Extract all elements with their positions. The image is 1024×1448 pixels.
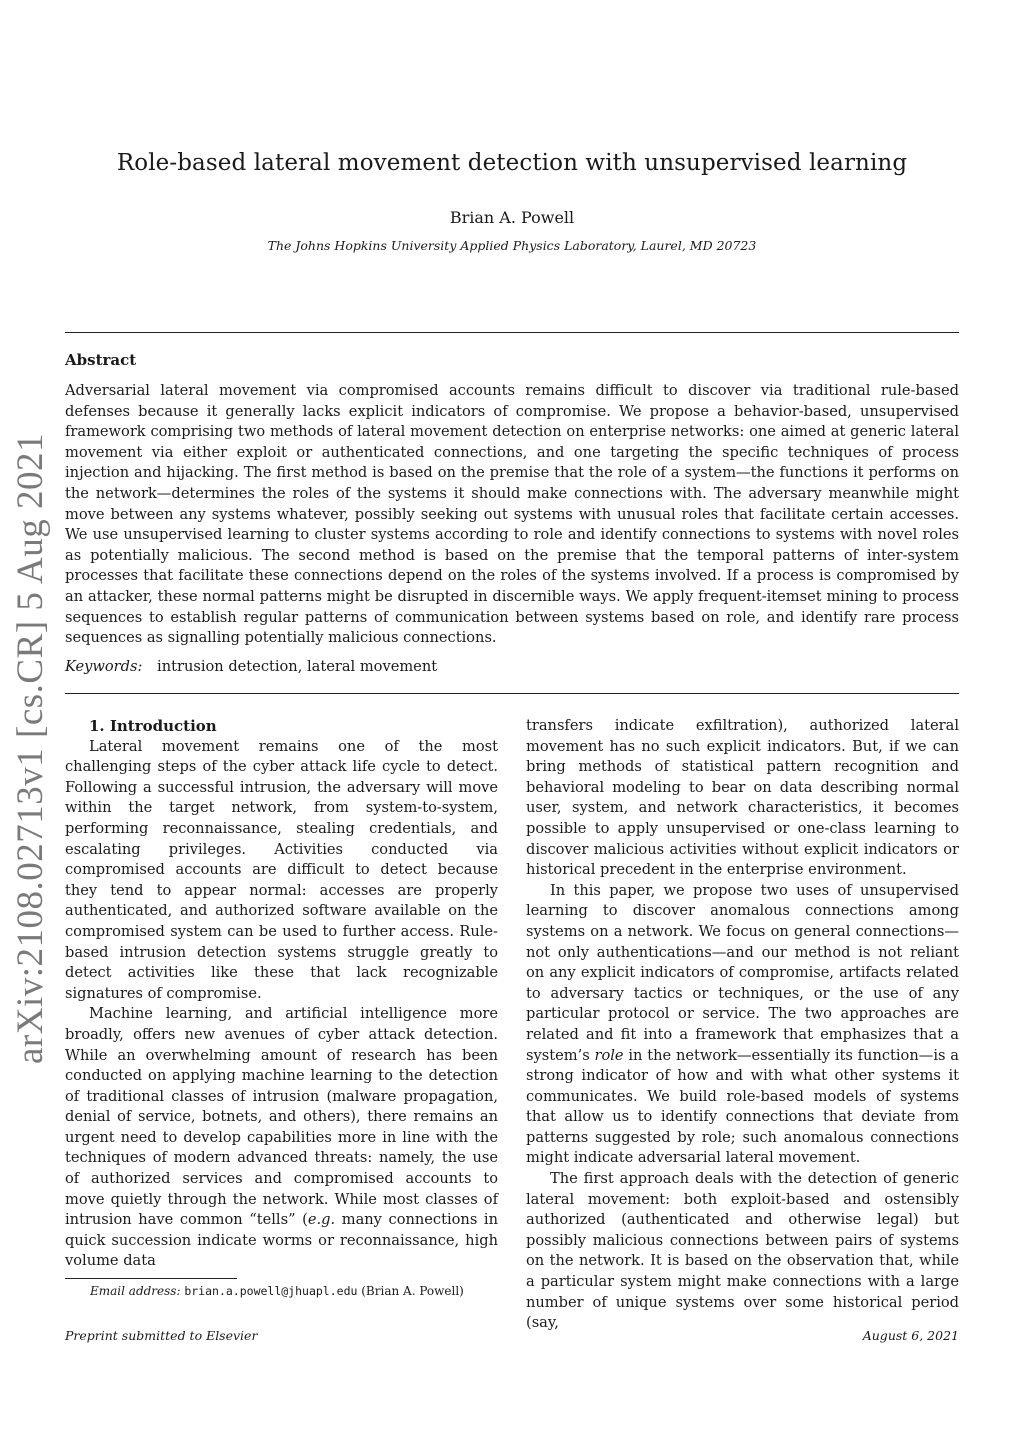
intro-paragraph-1: Lateral movement remains one of the most challenging steps of the cyber attack life cycle to detect. Following a successful intrusion, the adversary will move within the target network, from system-to-system, performing reconnaissance, stealing credentials, and escalating privileges. Activities conducted via compromised accounts are difficult to detect because they tend to appear normal: accesses are properly authenticated, and authorized software available on the compromised system can be used to further access. Rule-based intrusion detection systems struggle greatly to detect activities like these that lack recognizable signatures of compromise. xyxy=(65,737,498,1002)
author-affiliation: The Johns Hopkins University Applied Physics Laboratory, Laurel, MD 20723 xyxy=(267,238,757,253)
intro-paragraph-4: The first approach deals with the detection of generic lateral movement: both exploit-based and ostensibly authorized (authenticated and otherwise legal) but possibly malicious connections between pairs of systems on the network. It is based on the observation that, while a particular system might make connections with a large number of unique systems over some historical period (say, xyxy=(526,1170,959,1332)
intro-paragraph-3-part-b: in the network—essentially its function—is a strong indicator of how and with what other systems it communicates. We build role-based models of systems that allow us to identify connections that deviate from patterns suggested by role; such anomalous connections might indicate adversarial lateral movement. xyxy=(526,1046,959,1167)
author-email: brian.a.powell@jhuapl.edu xyxy=(184,1284,358,1298)
intro-paragraph-3-part-a: In this paper, we propose two uses of unsupervised learning to discover anomalous connections among systems on a network. We focus on general connections—not only authentications—and our method is not reliant on any explicit indicators of compromise, artifacts related to adversary tactics or techniques, or the use of any particular protocol or service. The two approaches are related and fit into a framework that emphasizes that a system’s xyxy=(526,881,959,1064)
keywords-label: Keywords: xyxy=(65,658,143,675)
intro-paragraph-2-part-b: many connections in quick succession indicate worms or reconnaissance, high volume data xyxy=(65,1211,498,1270)
footer-preprint-note: Preprint submitted to Elsevier xyxy=(65,1328,258,1343)
intro-paragraph-3-role: role xyxy=(594,1046,624,1064)
footnote-divider xyxy=(65,1278,237,1279)
top-divider xyxy=(65,332,959,333)
keywords xyxy=(65,658,437,675)
section-heading-introduction: 1. Introduction xyxy=(89,717,217,735)
intro-paragraph-2-part-a: Machine learning, and artificial intelligence more broadly, offers new avenues of cyber attack detection. While an overwhelming amount of research has been conducted on applying machine learning to the detection of traditional classes of intrusion (malware propagation, denial of service, botnets, and others), there remains an urgent need to develop capabilities more in line with the techniques of modern advanced threats: namely, the use of authorized services and compromised accounts to move quietly through the network. While most classes of intrusion have common “tells” ( xyxy=(65,1005,498,1229)
footer-date: August 6, 2021 xyxy=(862,1328,959,1343)
abstract-heading: Abstract xyxy=(65,351,137,369)
intro-paragraph-2-eg: e.g. xyxy=(307,1211,336,1229)
author-name: Brian A. Powell xyxy=(449,208,575,227)
right-column xyxy=(526,716,959,1334)
paper-title: Role-based lateral movement detection with unsupervised learning xyxy=(116,150,908,176)
abstract-divider xyxy=(65,693,959,694)
intro-paragraph-2 xyxy=(65,1004,498,1272)
arxiv-stamp-text: arXiv:2108.02713v1 [cs.CR] 5 Aug 2021 xyxy=(10,432,52,1064)
footnote xyxy=(90,1284,464,1298)
intro-paragraph-2-continued: transfers indicate exfiltration), authorized lateral movement has no such explicit indicators. But, if we can bring methods of statistical pattern recognition and behavioral modeling to bear on data describing normal user, system, and network characteristics, it becomes possible to apply unsupervised or one-class learning to discover malicious activities without explicit indicators or historical precedent in the enterprise environment. xyxy=(526,717,959,879)
footnote-label: Email address: xyxy=(90,1284,181,1298)
arxiv-stamp xyxy=(5,432,57,1064)
intro-paragraph-3 xyxy=(526,881,959,1169)
abstract-text: Adversarial lateral movement via compromised accounts remains difficult to discover via traditional rule-based defenses because it generally lacks explicit indicators of compromise. We propose a behavior-based, unsupervised framework comprising two methods of lateral movement detection on enterprise networks: one aimed at generic lateral movement via either exploit or authenticated connections, and one targeting the specific techniques of process injection and hijacking. The first method is based on the premise that the role of a system—the functions it performs on the network—determines the roles of the systems it should make connections with. The adversary meanwhile might move between any systems whatever, possibly seeking out systems with unusual roles that facilitate certain accesses. We use unsupervised learning to cluster systems according to role and identify connections to systems with novel roles as potentially malicious. The second method is based on the premise that the temporal patterns of inter-system processes that facilitate these connections depend on the roles of the systems involved. If a process is compromised by an attacker, these normal patterns might be disrupted in discernible ways. We apply frequent-itemset mining to process sequences to establish regular patterns of communication between systems based on role, and identify rare process sequences as signalling potentially malicious connections. xyxy=(65,382,959,647)
keywords-value: intrusion detection, lateral movement xyxy=(157,658,438,675)
footnote-name: (Brian A. Powell) xyxy=(361,1284,464,1298)
left-column xyxy=(65,716,498,1272)
